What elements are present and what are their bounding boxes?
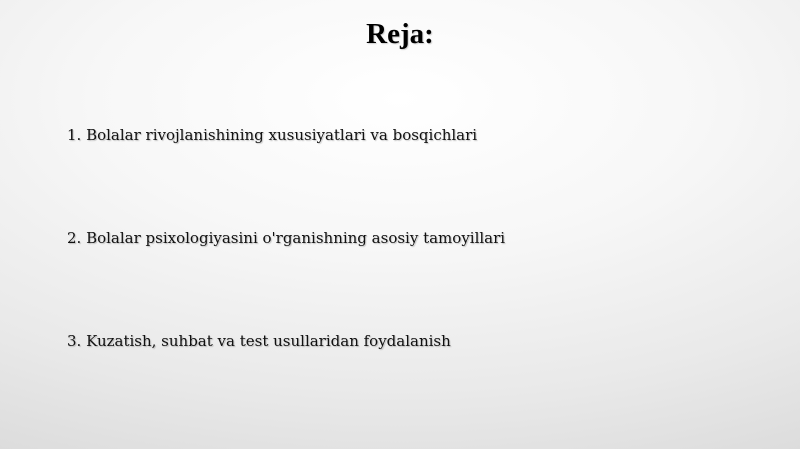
plan-item-2: 2. Bolalar psixologiyasini o'rganishning asosiy tamoyillari: [67, 229, 506, 247]
plan-item-1: 1. Bolalar rivojlanishining xususiyatlari va bosqichlari: [67, 126, 478, 144]
plan-list: [67, 0, 767, 449]
slide-title: Reja:: [366, 18, 434, 50]
plan-item-3: 3. Kuzatish, suhbat va test usullaridan foydalanish: [67, 332, 451, 350]
